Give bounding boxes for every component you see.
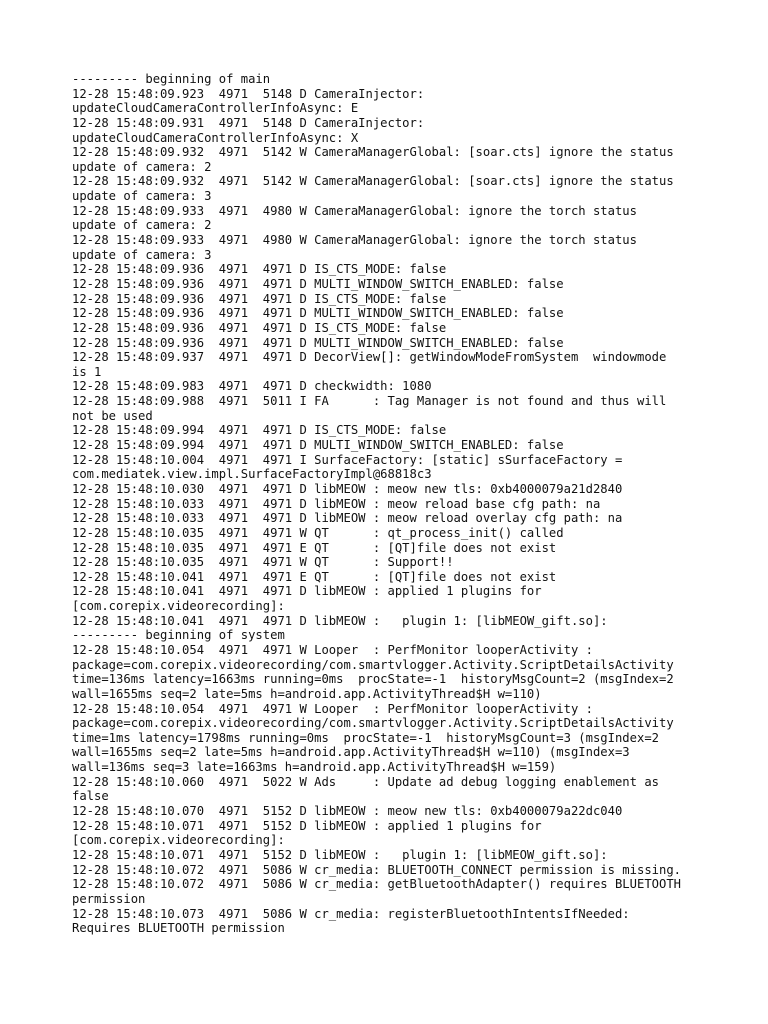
log-line: 12-28 15:48:09.923 4971 5148 D CameraInjector: <box>72 86 425 101</box>
log-line: wall=1655ms seq=2 late=5ms h=android.app.ActivityThread$H w=110) <box>72 686 542 701</box>
log-line: not be used <box>72 408 153 423</box>
log-line: [com.corepix.videorecording]: <box>72 599 285 614</box>
log-line: 12-28 15:48:09.983 4971 4971 D checkwidth: 1080 <box>72 379 432 394</box>
log-line: updateCloudCameraControllerInfoAsync: X <box>72 130 359 145</box>
log-line: 12-28 15:48:09.931 4971 5148 D CameraInjector: <box>72 115 425 130</box>
log-line: 12-28 15:48:10.041 4971 4971 D libMEOW : applied 1 plugins for <box>72 584 542 599</box>
log-section-header: --------- beginning of main <box>72 72 271 86</box>
log-line: 12-28 15:48:10.035 4971 4971 E QT : [QT]file does not exist <box>72 540 557 555</box>
log-line: permission <box>72 891 146 906</box>
log-line: is 1 <box>72 364 102 379</box>
log-line: wall=1655ms seq=2 late=5ms h=android.app.ActivityThread$H w=110) (msgIndex=3 <box>72 745 630 760</box>
log-line: false <box>72 789 109 804</box>
log-line: time=136ms latency=1663ms running=0ms procState=-1 historyMsgCount=2 (msgIndex=2 <box>72 672 674 687</box>
log-line: 12-28 15:48:09.932 4971 5142 W CameraManagerGlobal: [soar.cts] ignore the status <box>72 174 674 189</box>
log-line: 12-28 15:48:10.054 4971 4971 W Looper : PerfMonitor looperActivity : <box>72 642 593 657</box>
log-line: wall=136ms seq=3 late=1663ms h=android.app.ActivityThread$H w=159) <box>72 760 557 775</box>
log-line: 12-28 15:48:09.937 4971 4971 D DecorView[]: getWindowModeFromSystem windowmode <box>72 350 667 365</box>
log-line: 12-28 15:48:10.070 4971 5152 D libMEOW : meow new tls: 0xb4000079a22dc040 <box>72 804 623 819</box>
log-line: 12-28 15:48:10.071 4971 5152 D libMEOW : plugin 1: [libMEOW_gift.so]: <box>72 847 608 862</box>
log-line: 12-28 15:48:09.994 4971 4971 D IS_CTS_MODE: false <box>72 423 447 438</box>
log-line: Requires BLUETOOTH permission <box>72 921 285 936</box>
log-line: 12-28 15:48:10.041 4971 4971 D libMEOW : plugin 1: [libMEOW_gift.so]: <box>72 613 608 628</box>
log-line: 12-28 15:48:09.936 4971 4971 D MULTI_WINDOW_SWITCH_ENABLED: false <box>72 306 564 321</box>
log-line: 12-28 15:48:10.072 4971 5086 W cr_media: getBluetoothAdapter() requires BLUETOOTH <box>72 877 682 892</box>
log-line: 12-28 15:48:10.035 4971 4971 W QT : Support!! <box>72 555 454 570</box>
log-section-header: --------- beginning of system <box>72 628 285 643</box>
log-line: 12-28 15:48:10.060 4971 5022 W Ads : Update ad debug logging enablement as <box>72 774 659 789</box>
log-line: 12-28 15:48:09.936 4971 4971 D IS_CTS_MODE: false <box>72 262 447 277</box>
log-line: update of camera: 2 <box>72 159 212 174</box>
log-line: 12-28 15:48:10.072 4971 5086 W cr_media: BLUETOOTH_CONNECT permission is missing. <box>72 862 682 877</box>
log-line: [com.corepix.videorecording]: <box>72 833 285 848</box>
log-line: 12-28 15:48:10.054 4971 4971 W Looper : PerfMonitor looperActivity : <box>72 701 593 716</box>
log-line: 12-28 15:48:09.936 4971 4971 D MULTI_WINDOW_SWITCH_ENABLED: false <box>72 335 564 350</box>
log-line: 12-28 15:48:09.936 4971 4971 D IS_CTS_MODE: false <box>72 320 447 335</box>
log-line: 12-28 15:48:09.933 4971 4980 W CameraManagerGlobal: ignore the torch status <box>72 233 637 248</box>
log-line: package=com.corepix.videorecording/com.smartvlogger.Activity.ScriptDetailsActivity <box>72 657 674 672</box>
log-line: 12-28 15:48:10.071 4971 5152 D libMEOW : applied 1 plugins for <box>72 818 542 833</box>
log-text-block <box>72 72 712 936</box>
log-line: 12-28 15:48:10.073 4971 5086 W cr_media: registerBluetoothIntentsIfNeeded: <box>72 906 630 921</box>
log-document <box>72 72 712 936</box>
log-line: 12-28 15:48:09.994 4971 4971 D MULTI_WINDOW_SWITCH_ENABLED: false <box>72 438 564 453</box>
log-line: 12-28 15:48:09.932 4971 5142 W CameraManagerGlobal: [soar.cts] ignore the status <box>72 145 674 160</box>
log-line: time=1ms latency=1798ms running=0ms procState=-1 historyMsgCount=3 (msgIndex=2 <box>72 730 659 745</box>
log-line: 12-28 15:48:10.041 4971 4971 E QT : [QT]file does not exist <box>72 569 557 584</box>
log-line: com.mediatek.view.impl.SurfaceFactoryImpl@68818c3 <box>72 467 432 482</box>
log-line: 12-28 15:48:09.936 4971 4971 D IS_CTS_MODE: false <box>72 291 447 306</box>
log-line: update of camera: 3 <box>72 247 212 262</box>
log-line: 12-28 15:48:10.033 4971 4971 D libMEOW : meow reload base cfg path: na <box>72 496 601 511</box>
log-line: 12-28 15:48:10.033 4971 4971 D libMEOW : meow reload overlay cfg path: na <box>72 511 623 526</box>
log-line: 12-28 15:48:09.933 4971 4980 W CameraManagerGlobal: ignore the torch status <box>72 203 637 218</box>
log-line: 12-28 15:48:10.035 4971 4971 W QT : qt_process_init() called <box>72 525 564 540</box>
log-line: update of camera: 3 <box>72 189 212 204</box>
log-line: 12-28 15:48:10.030 4971 4971 D libMEOW : meow new tls: 0xb4000079a21d2840 <box>72 481 623 496</box>
log-line: 12-28 15:48:09.988 4971 5011 I FA : Tag Manager is not found and thus will <box>72 394 667 409</box>
log-line: 12-28 15:48:09.936 4971 4971 D MULTI_WINDOW_SWITCH_ENABLED: false <box>72 276 564 291</box>
log-line: package=com.corepix.videorecording/com.smartvlogger.Activity.ScriptDetailsActivity <box>72 716 674 731</box>
log-line: updateCloudCameraControllerInfoAsync: E <box>72 101 359 116</box>
log-line: 12-28 15:48:10.004 4971 4971 I SurfaceFactory: [static] sSurfaceFactory = <box>72 452 623 467</box>
log-line: update of camera: 2 <box>72 218 212 233</box>
